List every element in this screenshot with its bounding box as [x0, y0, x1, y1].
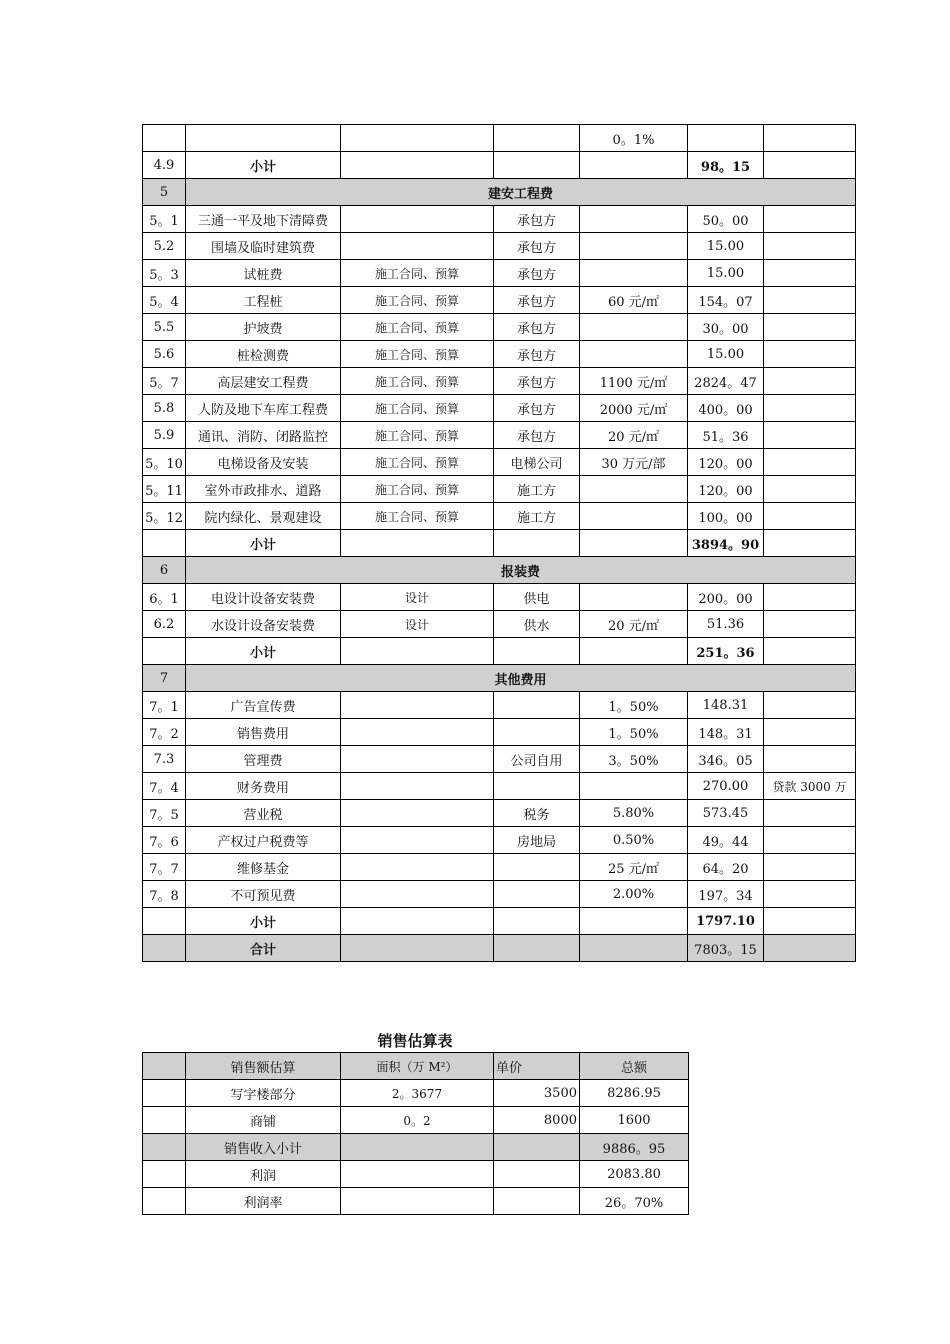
item-standard: [580, 341, 688, 368]
item-note: [764, 719, 856, 746]
item-payee: 施工方: [494, 503, 580, 530]
table-row: [143, 746, 856, 773]
item-name: 小计: [186, 530, 341, 557]
table-row: [143, 854, 856, 881]
row-number: [143, 935, 186, 962]
row-number: 6。1: [143, 584, 186, 611]
item-note: [764, 638, 856, 665]
item-payee: [494, 773, 580, 800]
item-basis: [341, 773, 494, 800]
sales-row-label: 利润率: [186, 1188, 341, 1215]
item-note: [764, 692, 856, 719]
item-amount: 15.00: [688, 341, 764, 368]
sales-row: [143, 1134, 689, 1161]
sales-header-label: 销售额估算: [186, 1053, 341, 1080]
row-number: 7。8: [143, 881, 186, 908]
item-standard: [580, 206, 688, 233]
item-note: [764, 125, 856, 152]
table-row: [143, 503, 856, 530]
item-standard: 1。50%: [580, 692, 688, 719]
item-amount: 100。00: [688, 503, 764, 530]
item-standard: [580, 638, 688, 665]
item-standard: 2000 元/㎡: [580, 395, 688, 422]
item-note: [764, 827, 856, 854]
item-standard: 1。50%: [580, 719, 688, 746]
table-row: [143, 341, 856, 368]
item-payee: [494, 152, 580, 179]
item-standard: [580, 314, 688, 341]
item-payee: 承包方: [494, 206, 580, 233]
item-basis: 施工合同、预算: [341, 503, 494, 530]
item-name: 销售费用: [186, 719, 341, 746]
item-note: [764, 152, 856, 179]
sales-header-row: [143, 1053, 689, 1080]
sales-row-total: 2083.80: [580, 1161, 689, 1188]
table-row: [143, 314, 856, 341]
sales-header-blank: [143, 1053, 186, 1080]
row-number: 6.2: [143, 611, 186, 638]
item-note: [764, 449, 856, 476]
section-number: 7: [143, 665, 186, 692]
item-amount: 120。00: [688, 449, 764, 476]
item-basis: [341, 935, 494, 962]
row-number: [143, 530, 186, 557]
sales-row: [143, 1188, 689, 1215]
item-amount: 50。00: [688, 206, 764, 233]
item-name: 管理费: [186, 746, 341, 773]
table-row: [143, 368, 856, 395]
item-payee: [494, 125, 580, 152]
item-basis: 施工合同、预算: [341, 314, 494, 341]
table-row: [143, 152, 856, 179]
table-row: [143, 584, 856, 611]
item-basis: [341, 638, 494, 665]
item-name: 院内绿化、景观建设: [186, 503, 341, 530]
table-row: [143, 449, 856, 476]
item-note: [764, 530, 856, 557]
row-number: 5。12: [143, 503, 186, 530]
item-payee: 承包方: [494, 395, 580, 422]
item-basis: 施工合同、预算: [341, 476, 494, 503]
item-note: [764, 611, 856, 638]
row-number: 5。1: [143, 206, 186, 233]
item-basis: 设计: [341, 611, 494, 638]
item-name: 三通一平及地下清障费: [186, 206, 341, 233]
item-basis: 施工合同、预算: [341, 260, 494, 287]
sales-row-blank: [143, 1107, 186, 1134]
sales-row-blank: [143, 1188, 186, 1215]
item-payee: 电梯公司: [494, 449, 580, 476]
item-name: 水设计设备安装费: [186, 611, 341, 638]
item-payee: 承包方: [494, 287, 580, 314]
item-amount: 1797.10: [688, 908, 764, 935]
sales-row-price: [494, 1161, 580, 1188]
sales-table-title: 销售估算表: [377, 1032, 453, 1050]
row-number: 7。6: [143, 827, 186, 854]
item-basis: [341, 530, 494, 557]
sales-row-price: 8000: [494, 1107, 580, 1134]
row-number: 5。7: [143, 368, 186, 395]
item-note: 贷款 3000 万: [764, 773, 856, 800]
item-name: 桩检测费: [186, 341, 341, 368]
item-basis: [341, 827, 494, 854]
row-number: 5。10: [143, 449, 186, 476]
item-standard: [580, 908, 688, 935]
item-payee: 承包方: [494, 314, 580, 341]
item-amount: 120。00: [688, 476, 764, 503]
table-row: [143, 692, 856, 719]
table-row: [143, 719, 856, 746]
item-name: 电设计设备安装费: [186, 584, 341, 611]
item-amount: 49。44: [688, 827, 764, 854]
sales-header-area: 面积（万 M²）: [341, 1053, 494, 1080]
row-number: 5.2: [143, 233, 186, 260]
item-amount: 148。31: [688, 719, 764, 746]
sales-row-total: 9886。95: [580, 1134, 689, 1161]
item-note: [764, 341, 856, 368]
sales-row: [143, 1161, 689, 1188]
item-standard: 20 元/㎡: [580, 611, 688, 638]
table-row: [143, 260, 856, 287]
sales-row-area: [341, 1188, 494, 1215]
item-amount: 30。00: [688, 314, 764, 341]
item-amount: 270.00: [688, 773, 764, 800]
table-row: [143, 908, 856, 935]
item-payee: [494, 908, 580, 935]
table-row: [143, 125, 856, 152]
item-basis: 施工合同、预算: [341, 395, 494, 422]
table-row: [143, 179, 856, 206]
table-row: [143, 530, 856, 557]
item-basis: [341, 908, 494, 935]
sales-header-price: 单价: [494, 1053, 580, 1080]
row-number: [143, 125, 186, 152]
item-standard: [580, 152, 688, 179]
item-basis: 设计: [341, 584, 494, 611]
table-row: [143, 422, 856, 449]
row-number: 5.9: [143, 422, 186, 449]
item-note: [764, 206, 856, 233]
item-name: 高层建安工程费: [186, 368, 341, 395]
item-amount: 197。34: [688, 881, 764, 908]
item-payee: 承包方: [494, 368, 580, 395]
item-name: 工程桩: [186, 287, 341, 314]
cost-table-body: [143, 125, 856, 962]
item-basis: [341, 746, 494, 773]
sales-row-blank: [143, 1080, 186, 1107]
section-title: 建安工程费: [186, 179, 856, 206]
section-title: 其他费用: [186, 665, 856, 692]
item-payee: [494, 854, 580, 881]
table-row: [143, 476, 856, 503]
item-basis: 施工合同、预算: [341, 449, 494, 476]
item-note: [764, 395, 856, 422]
item-basis: [341, 125, 494, 152]
sales-table-body: [143, 1053, 689, 1215]
item-standard: [580, 233, 688, 260]
sales-row-area: 0。2: [341, 1107, 494, 1134]
item-note: [764, 584, 856, 611]
item-note: [764, 881, 856, 908]
item-name: 产权过户税费等: [186, 827, 341, 854]
item-payee: [494, 638, 580, 665]
item-standard: 3。50%: [580, 746, 688, 773]
item-payee: 施工方: [494, 476, 580, 503]
row-number: 7。7: [143, 854, 186, 881]
item-note: [764, 287, 856, 314]
item-standard: [580, 503, 688, 530]
item-amount: 15.00: [688, 260, 764, 287]
item-basis: [341, 692, 494, 719]
section-title: 报装费: [186, 557, 856, 584]
item-amount: 154。07: [688, 287, 764, 314]
item-payee: [494, 530, 580, 557]
item-amount: 15.00: [688, 233, 764, 260]
item-name: 营业税: [186, 800, 341, 827]
table-row: [143, 206, 856, 233]
sales-row-price: [494, 1134, 580, 1161]
table-row: [143, 800, 856, 827]
item-amount: 3894。90: [688, 530, 764, 557]
item-name: 围墙及临时建筑费: [186, 233, 341, 260]
item-payee: [494, 935, 580, 962]
item-name: 合计: [186, 935, 341, 962]
table-row: [143, 935, 856, 962]
item-standard: [580, 584, 688, 611]
row-number: 5.5: [143, 314, 186, 341]
item-payee: [494, 692, 580, 719]
row-number: 5。4: [143, 287, 186, 314]
item-amount: 7803。15: [688, 935, 764, 962]
row-number: 5.6: [143, 341, 186, 368]
item-basis: [341, 152, 494, 179]
table-row: [143, 827, 856, 854]
table-row: [143, 233, 856, 260]
item-amount: 251。36: [688, 638, 764, 665]
sales-header-total: 总额: [580, 1053, 689, 1080]
item-name: 小计: [186, 152, 341, 179]
item-payee: 供水: [494, 611, 580, 638]
item-amount: 51。36: [688, 422, 764, 449]
section-number: 5: [143, 179, 186, 206]
sales-row: [143, 1080, 689, 1107]
item-basis: 施工合同、预算: [341, 341, 494, 368]
row-number: 7.3: [143, 746, 186, 773]
item-amount: 346。05: [688, 746, 764, 773]
item-standard: 60 元/㎡: [580, 287, 688, 314]
row-number: 5。3: [143, 260, 186, 287]
item-payee: 房地局: [494, 827, 580, 854]
sales-row-total: 8286.95: [580, 1080, 689, 1107]
row-number: [143, 908, 186, 935]
table-row: [143, 665, 856, 692]
item-name: 室外市政排水、道路: [186, 476, 341, 503]
table-row: [143, 638, 856, 665]
item-basis: [341, 719, 494, 746]
sales-row-label: 商铺: [186, 1107, 341, 1134]
sales-row-area: [341, 1161, 494, 1188]
item-basis: 施工合同、预算: [341, 287, 494, 314]
item-name: [186, 125, 341, 152]
item-standard: 1100 元/㎡: [580, 368, 688, 395]
item-name: 通讯、消防、闭路监控: [186, 422, 341, 449]
sales-row-label: 销售收入小计: [186, 1134, 341, 1161]
row-number: 7。2: [143, 719, 186, 746]
item-note: [764, 422, 856, 449]
item-name: 小计: [186, 638, 341, 665]
item-note: [764, 260, 856, 287]
sales-row-blank: [143, 1134, 186, 1161]
sales-row: [143, 1107, 689, 1134]
item-standard: 25 元/㎡: [580, 854, 688, 881]
item-standard: [580, 260, 688, 287]
item-standard: [580, 530, 688, 557]
item-note: [764, 935, 856, 962]
item-basis: [341, 881, 494, 908]
item-amount: 98。15: [688, 152, 764, 179]
table-row: [143, 611, 856, 638]
item-note: [764, 908, 856, 935]
item-name: 维修基金: [186, 854, 341, 881]
item-note: [764, 233, 856, 260]
item-amount: 148.31: [688, 692, 764, 719]
item-basis: [341, 800, 494, 827]
row-number: 4.9: [143, 152, 186, 179]
item-standard: [580, 773, 688, 800]
item-name: 试桩费: [186, 260, 341, 287]
sales-row-label: 利润: [186, 1161, 341, 1188]
row-number: 7。4: [143, 773, 186, 800]
item-payee: [494, 719, 580, 746]
item-amount: 2824。47: [688, 368, 764, 395]
item-payee: 承包方: [494, 233, 580, 260]
sales-row-blank: [143, 1161, 186, 1188]
item-amount: [688, 125, 764, 152]
item-name: 广告宣传费: [186, 692, 341, 719]
item-payee: [494, 881, 580, 908]
section-number: 6: [143, 557, 186, 584]
item-standard: [580, 476, 688, 503]
item-name: 小计: [186, 908, 341, 935]
table-row: [143, 557, 856, 584]
item-name: 人防及地下车库工程费: [186, 395, 341, 422]
item-basis: [341, 854, 494, 881]
item-standard: 2.00%: [580, 881, 688, 908]
item-basis: [341, 206, 494, 233]
item-standard: 20 元/㎡: [580, 422, 688, 449]
item-note: [764, 368, 856, 395]
sales-row-total: 26。70%: [580, 1188, 689, 1215]
item-payee: 公司自用: [494, 746, 580, 773]
item-standard: 5.80%: [580, 800, 688, 827]
item-payee: 税务: [494, 800, 580, 827]
item-amount: 573.45: [688, 800, 764, 827]
sales-estimate-table: [142, 1052, 689, 1215]
row-number: 7。5: [143, 800, 186, 827]
item-amount: 64。20: [688, 854, 764, 881]
row-number: 7。1: [143, 692, 186, 719]
table-row: [143, 287, 856, 314]
row-number: 5。11: [143, 476, 186, 503]
sales-row-area: 2。3677: [341, 1080, 494, 1107]
item-amount: 400。00: [688, 395, 764, 422]
item-amount: 200。00: [688, 584, 764, 611]
item-amount: 51.36: [688, 611, 764, 638]
row-number: 5.8: [143, 395, 186, 422]
item-standard: 30 万元/部: [580, 449, 688, 476]
item-standard: 0.50%: [580, 827, 688, 854]
item-note: [764, 746, 856, 773]
item-standard: 0。1%: [580, 125, 688, 152]
item-note: [764, 800, 856, 827]
sales-row-label: 写字楼部分: [186, 1080, 341, 1107]
sales-row-price: [494, 1188, 580, 1215]
cost-estimate-table: [142, 124, 856, 962]
item-note: [764, 503, 856, 530]
table-row: [143, 395, 856, 422]
table-row: [143, 881, 856, 908]
row-number: [143, 638, 186, 665]
item-note: [764, 476, 856, 503]
item-basis: [341, 233, 494, 260]
item-name: 不可预见费: [186, 881, 341, 908]
item-basis: 施工合同、预算: [341, 422, 494, 449]
item-payee: 供电: [494, 584, 580, 611]
sales-row-price: 3500: [494, 1080, 580, 1107]
item-name: 电梯设备及安装: [186, 449, 341, 476]
sales-row-area: [341, 1134, 494, 1161]
sales-row-total: 1600: [580, 1107, 689, 1134]
item-payee: 承包方: [494, 341, 580, 368]
item-payee: 承包方: [494, 422, 580, 449]
item-standard: [580, 935, 688, 962]
item-payee: 承包方: [494, 260, 580, 287]
item-note: [764, 314, 856, 341]
item-name: 护坡费: [186, 314, 341, 341]
table-row: [143, 773, 856, 800]
item-basis: 施工合同、预算: [341, 368, 494, 395]
item-name: 财务费用: [186, 773, 341, 800]
item-note: [764, 854, 856, 881]
